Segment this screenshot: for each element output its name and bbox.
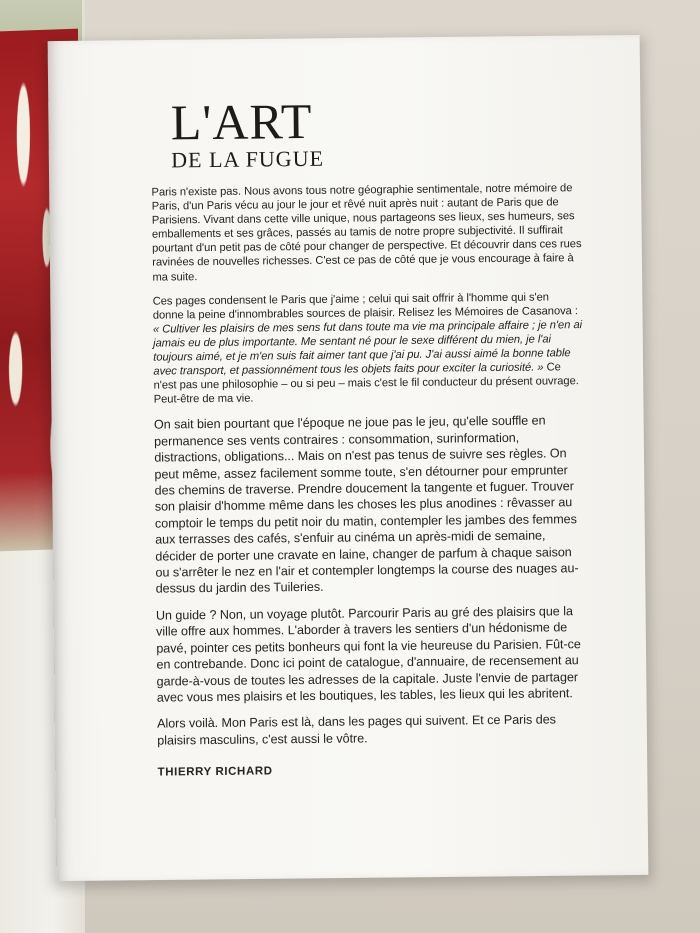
paragraph-3: On sait bien pourtant que l'époque ne joue pas le jeu, qu'elle souffle en permanence ses vents contraires : consommation, surinformation, distractions, obligations... Mais on n'est pas tenus de suivre ses règles. On peut même, assez facilement somme toute, s'en détourner pour emprunter des chemins de traverse. Prendre doucement la tangente et fuguer. Trouver son plaisir d'homme même dans les choses les plus anodines : rêvasser au comptoir le temps du petit noir du matin, contempler les jambes des femmes aux terrasses des cafés, s'enfuir au cinéma un après-midi de semaine, décider de porter une cravate en laine, changer de parfum à chaque saison ou s'arrêter le nez en l'air et contempler longtemps la course des nuages au-dessus du jardin des Tuileries. xyxy=(153,413,579,597)
title-sub: DE LA FUGUE xyxy=(171,145,325,173)
page-content xyxy=(112,43,590,779)
paragraph-1: Paris n'existe pas. Nous avons tous notre géographie sentimentale, notre mémoire de Paris, d'un Paris vécu au jour le jour et rêvé nuit après nuit : autant de Paris que de Parisiens. Vivant dans cette ville unique, nous partageons ses lieux, ses humeurs, ses emballements et ses grâces, passés au tamis de notre propre subjectivité. Il suffirait pourtant d'un petit pas de côté pour changer de perspective. Et découvrir dans ces rues ravinées de nouvelles richesses. C'est ce pas de côté que je vous encourage à faire à ma suite. xyxy=(151,182,582,284)
paragraph-2 xyxy=(153,290,584,407)
title-main: L'ART xyxy=(170,92,313,151)
author-signature: THIERRY RICHARD xyxy=(157,765,273,779)
casanova-quote: « Cultiver les plaisirs de mes sens fut dans toute ma vie ma principale affaire ; je n'en ai jamais eu de plus importante. Me sentant né pour le sexe différent du mien, je l'ai toujours aimé, et je m'en suis fait aimer tant que j'ai pu. J'ai aussi aimé la bonne table avec transport, et passionnément tous les objets faits pour exciter la curiosité. » xyxy=(152,318,583,378)
paragraph-4: Un guide ? Non, un voyage plutôt. Parcourir Paris au gré des plaisirs que la ville offre aux hommes. L'aborder à travers les sentiers d'un hédonisme de pavé, pointer ces petits bonheurs qui font la vie heureuse du Parisien. Fût-ce en contrebande. Donc ici point de catalogue, d'annuaire, de recensement au garde-à-vous de toutes les adresses de la capitale. Juste l'envie de partager avec vous mes plaisirs et les boutiques, les tables, les lieux qui les abritent. xyxy=(155,604,581,705)
paragraph-5: Alors voilà. Mon Paris est là, dans les pages qui suivent. Et ce Paris des plaisirs masculins, c'est aussi le vôtre. xyxy=(157,712,556,748)
paragraph-2-intro: Ces pages condensent le Paris que j'aime ; celui qui sait offrir à l'homme qui s'en donne la peine d'innombrables sources de plaisir. Relisez les Mémoires de Casanova : xyxy=(152,291,579,322)
paragraph-2-outro: Ce n'est pas une philosophie – ou si peu – mais c'est le fil conducteur du présent ouvrage. Peut-être de ma vie. xyxy=(153,361,579,406)
